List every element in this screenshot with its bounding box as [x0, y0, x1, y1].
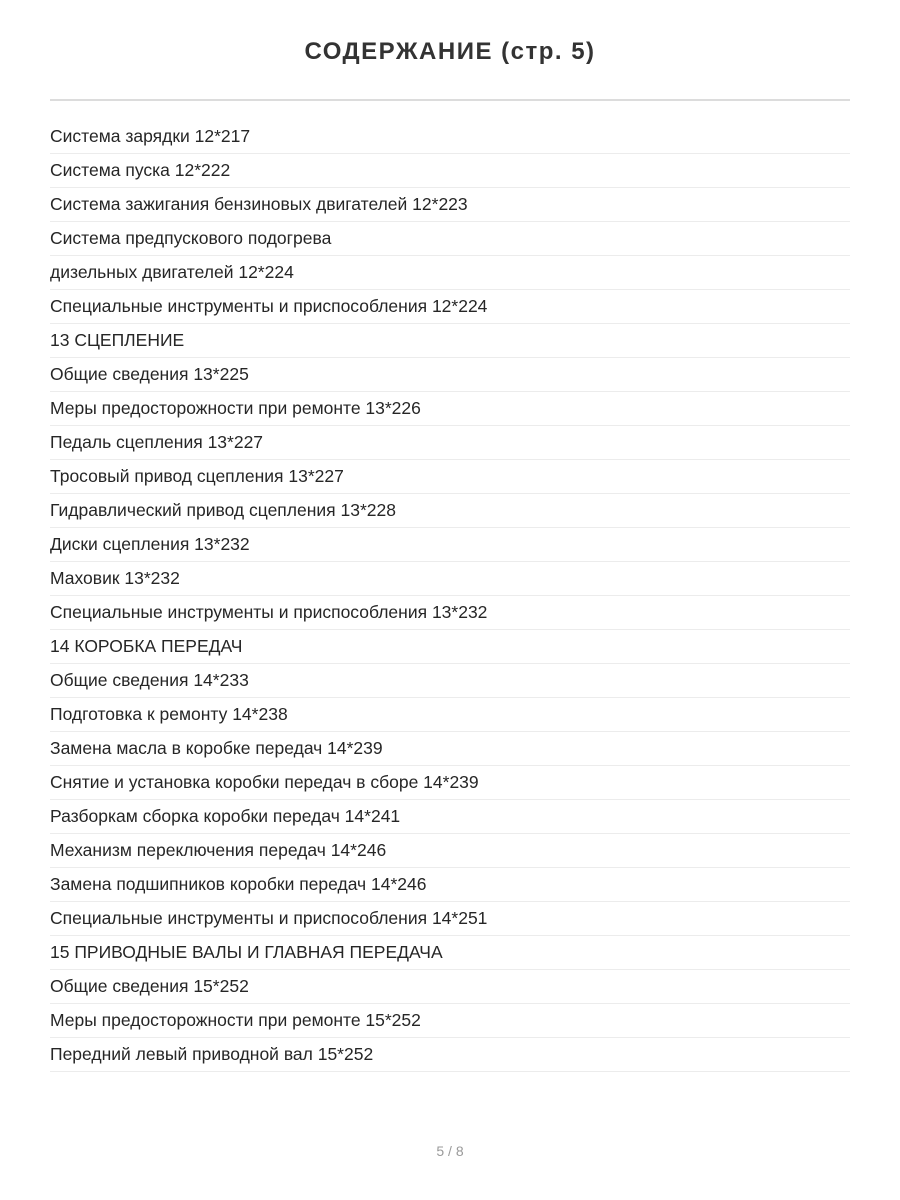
page-counter: 5 / 8: [436, 1143, 464, 1159]
toc-entry: Специальные инструменты и приспособления 13*232: [50, 596, 850, 630]
toc-entry: Замена подшипников коробки передач 14*246: [50, 868, 850, 902]
toc-entry: Общие сведения 15*252: [50, 970, 850, 1004]
toc-entry: Система пуска 12*222: [50, 154, 850, 188]
toc-entry: Механизм переключения передач 14*246: [50, 834, 850, 868]
toc-section-heading: 15 ПРИВОДНЫЕ ВАЛЫ И ГЛАВНАЯ ПЕРЕДАЧА: [50, 936, 850, 970]
toc-entry: Диски сцепления 13*232: [50, 528, 850, 562]
toc-entry: Маховик 13*232: [50, 562, 850, 596]
toc-entry: Снятие и установка коробки передач в сборе 14*239: [50, 766, 850, 800]
title-divider: [50, 99, 850, 101]
toc-section-heading: 13 СЦЕПЛЕНИЕ: [50, 324, 850, 358]
toc-entry: Общие сведения 14*233: [50, 664, 850, 698]
toc-entry: Разборкам сборка коробки передач 14*241: [50, 800, 850, 834]
toc-entry: Общие сведения 13*225: [50, 358, 850, 392]
toc-entry: Система зажигания бензиновых двигателей 12*223: [50, 188, 850, 222]
page-title: СОДЕРЖАНИЕ (стр. 5): [304, 38, 596, 65]
toc-entry: Гидравлический привод сцепления 13*228: [50, 494, 850, 528]
toc-entry: Специальные инструменты и приспособления 14*251: [50, 902, 850, 936]
toc-entry: Меры предосторожности при ремонте 13*226: [50, 392, 850, 426]
toc-entry: Система зарядки 12*217: [50, 120, 850, 154]
toc-entry: Замена масла в коробке передач 14*239: [50, 732, 850, 766]
toc-entry: Система предпускового подогрева: [50, 222, 850, 256]
table-of-contents: [50, 120, 850, 1072]
toc-section-heading: 14 КОРОБКА ПЕРЕДАЧ: [50, 630, 850, 664]
toc-entry: Передний левый приводной вал 15*252: [50, 1038, 850, 1072]
toc-entry: дизельных двигателей 12*224: [50, 256, 850, 290]
toc-entry: Подготовка к ремонту 14*238: [50, 698, 850, 732]
toc-entry: Тросовый привод сцепления 13*227: [50, 460, 850, 494]
toc-entry: Меры предосторожности при ремонте 15*252: [50, 1004, 850, 1038]
toc-entry: Педаль сцепления 13*227: [50, 426, 850, 460]
toc-entry: Специальные инструменты и приспособления 12*224: [50, 290, 850, 324]
